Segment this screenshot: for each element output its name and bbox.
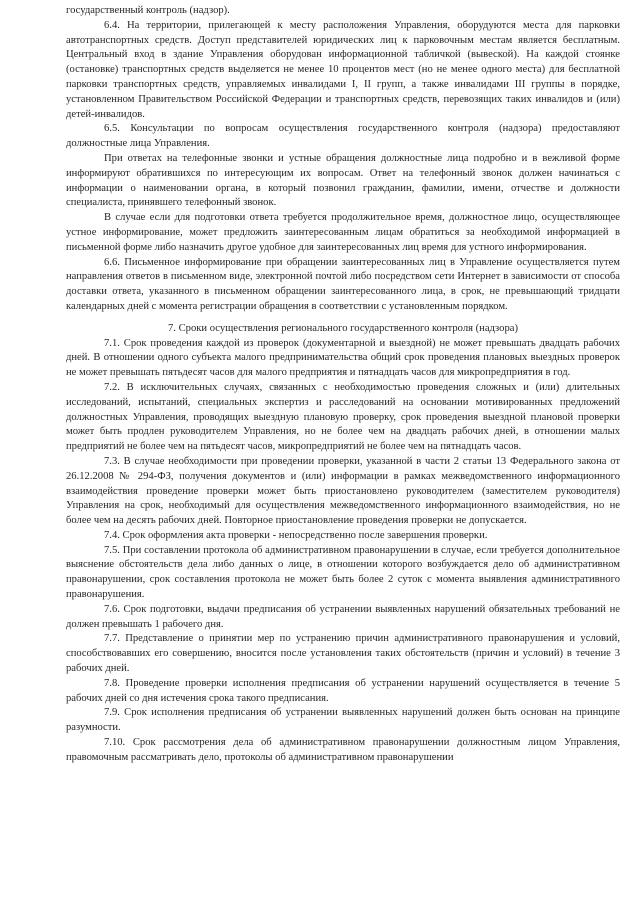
paragraph-7-9: 7.9. Срок исполнения предписания об устранении выявленных нарушений должен быть основан на принципе разумности. <box>66 707 620 734</box>
paragraph-7-7: 7.7. Представление о принятии мер по устранению причин административного правонарушения и условий, способствовавших его совершению, вносится после установления таких обстоятельств (причин и условий) в течение 3 рабочих дней. <box>66 633 620 675</box>
paragraph-6-5: 6.5. Консультации по вопросам осуществления государственного контроля (надзора) предоставляют должностные лица Управления. <box>66 123 620 150</box>
paragraph-7-6: 7.6. Срок подготовки, выдачи предписания об устранении выявленных нарушений обязательных требований не должен превышать 1 рабочего дня. <box>66 603 620 630</box>
paragraph-6-4: 6.4. На территории, прилегающей к месту расположения Управления, оборудуются места для парковки автотранспортных средств. Доступ представителей юридических лиц к парковочным местам является бесплатным. Центральный вход в здание Управления оборудован информационной табличкой (вывеской). На каждой стоянке (остановке) транспортных средств выделяется не менее 10 процентов мест (но не менее одного места) для бесплатной парковки транспортных средств, управляемых инвалидами I, II групп, а также инвалидами III группы в порядке, установленном Правительством Российской Федерации и транспортных средств, перевозящих таких инвалидов и (или) детей-инвалидов. <box>66 19 620 120</box>
paragraph-7-3: 7.3. В случае необходимости при проведении проверки, указанной в части 2 статьи 13 Федерального закона от 26.12.2008 № 294-ФЗ, получения документов и (или) информации в рамках межведомственного информационного взаимодействия проведение проверки может быть приостановлено руководителем (заместителем руководителя) Управления на срок, необходимый для осуществления межведомственного информационного взаимодействия, но не более чем на десять рабочих дней. Повторное приостановление проведения проверки не допускается. <box>66 455 620 527</box>
paragraph-6-6: 6.6. Письменное информирование при обращении заинтересованных лиц в Управление осуществляется путем направления ответов в письменном виде, электронной почтой либо посредством сети Интернет в зависимости от способа доставки ответа, указанного в письменном обращении заинтересованного лица, в срок, не превышающий тридцати календарных дней с момента регистрации обращения в соответствии с установленным порядком. <box>66 256 620 312</box>
paragraph-7-1: 7.1. Срок проведения каждой из проверок (документарной и выездной) не может превышать двадцать рабочих дней. В отношении одного субъекта малого предпринимательства общий срок проведения плановых выездных проверок не может превышать пятьдесят часов для малого предприятия и пятнадцать часов для микропредприятия в год. <box>66 337 620 379</box>
paragraph-7-8: 7.8. Проведение проверки исполнения предписания об устранении нарушений осуществляется в течение 5 рабочих дней со дня истечения срока такого предписания. <box>66 677 620 704</box>
intro-line: государственный контроль (надзор). <box>66 5 230 16</box>
section-7-heading: 7. Сроки осуществления регионального государственного контроля (надзора) <box>167 322 518 334</box>
paragraph-long-preparation: В случае если для подготовки ответа требуется продолжительное время, должностное лицо, осуществляющее устное информирование, может предложить заинтересованным лицам обратиться за необходимой информацией в письменной форме либо назначить другое удобное для заинтересованных лиц время для устного информирования. <box>66 212 620 253</box>
paragraph-7-10: 7.10. Срок рассмотрения дела об административном правонарушении должностным лицом Управления, правомочным рассматривать дело, протоколы об административном правонарушении <box>66 737 620 763</box>
paragraph-7-2: 7.2. В исключительных случаях, связанных с необходимостью проведения сложных и (или) длительных исследований, испытаний, специальных экспертиз и расследований на основании мотивированных предложений должностных Управления, проводящих выездную плановую проверку, срок проведения выездной плановой проверки может быть продлен руководителем Управления, но не более чем на двадцать рабочих дней, в отношении малых предприятий не более чем на пятьдесят часов, микропредприятий не более чем на пятнадцать часов. <box>66 381 620 453</box>
paragraph-7-5: 7.5. При составлении протокола об административном правонарушении в случае, если требуется дополнительное выяснение обстоятельств дела либо данных о лице, в отношении которого возбуждается дело об административном правонарушении, срок составления протокола не может быть более 2 суток с момента выявления административного правонарушения. <box>66 544 620 601</box>
paragraph-phone-calls: При ответах на телефонные звонки и устные обращения должностные лица подробно и в вежливой форме информируют обратившихся по интересующим их вопросам. Ответ на телефонный звонок должен начинаться с информации о наименовании органа, в который позвонил гражданин, фамилии, имени, отчестве и должности специалиста, принявшего телефонный звонок. <box>66 152 620 209</box>
section-gap <box>66 315 620 322</box>
paragraph-7-4: 7.4. Срок оформления акта проверки - непосредственно после завершения проверки. <box>104 529 488 541</box>
